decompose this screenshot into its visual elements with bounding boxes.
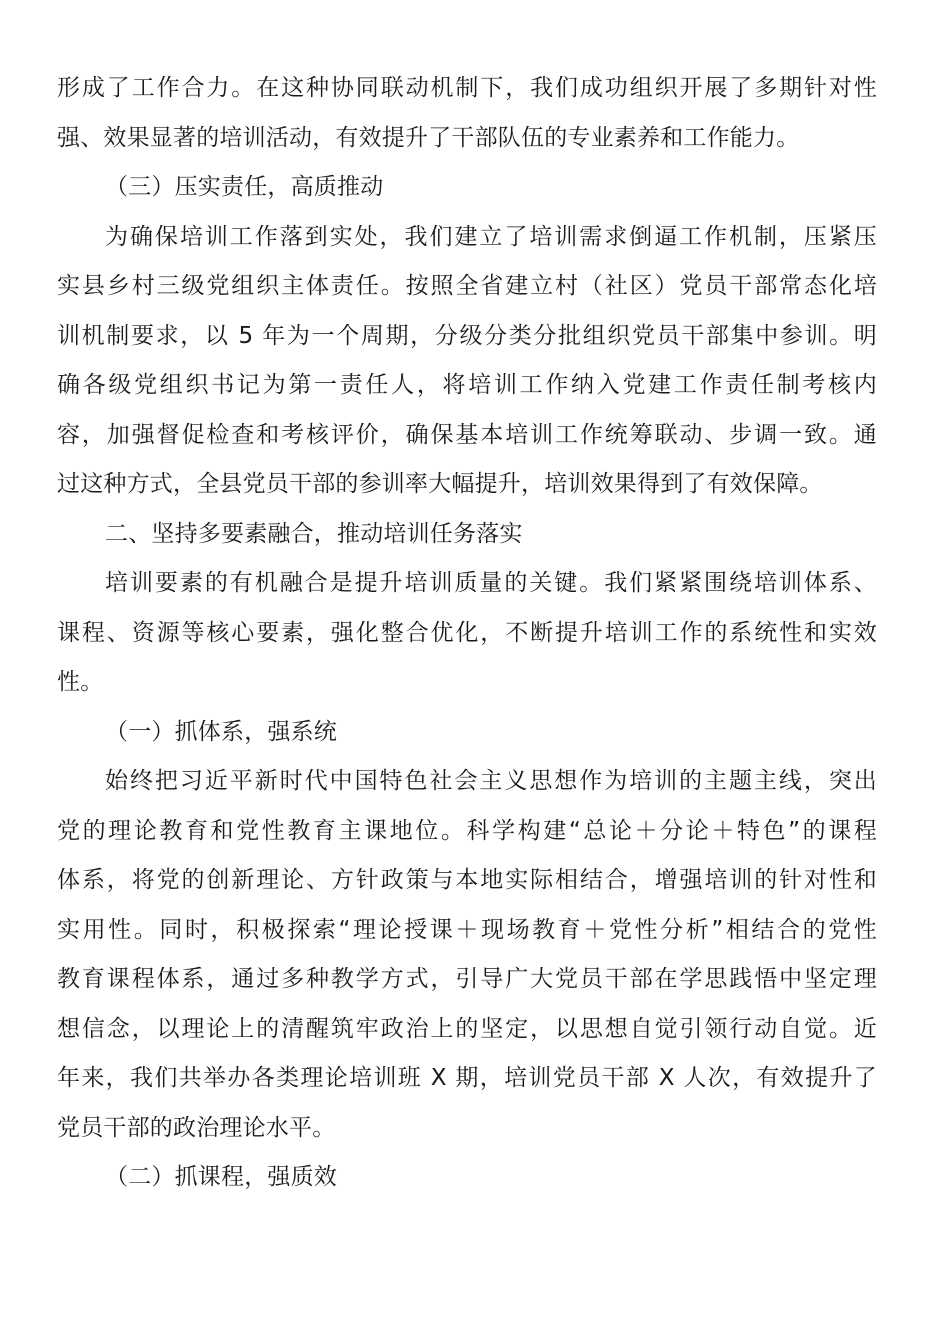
paragraph (57, 213, 877, 510)
heading-text: （三）压实责任，高质推动 (105, 174, 384, 200)
text-line: 强、效果显著的培训活动，有效提升了干部队伍的专业素养和工作能力。 (57, 124, 800, 151)
text-line: 党员干部的政治理论水平。 (57, 1114, 336, 1141)
heading-text: 二、坚持多要素融合，推动培训任务落实 (105, 520, 523, 547)
paragraph (57, 64, 877, 163)
heading-text: （一）抓体系，强系统 (105, 718, 337, 745)
text-line: 体系，将党的创新理论、方针政策与本地实际相结合，增强培训的针对性和 (57, 867, 877, 893)
text-line: 教育课程体系，通过多种教学方式，引导广大党员干部在学思践悟中坚定理 (57, 966, 877, 992)
paragraph (57, 757, 877, 1153)
section-heading (57, 1153, 877, 1203)
text-line: 年来，我们共举办各类理论培训班 X 期，培训党员干部 X 人次，有效提升了 (57, 1065, 877, 1091)
document-page (57, 64, 877, 1203)
section-heading (57, 708, 877, 758)
text-line: 形成了工作合力。在这种协同联动机制下，我们成功组织开展了多期针对性 (57, 75, 877, 101)
text-line: 容，加强督促检查和考核评价，确保基本培训工作统筹联动、步调一致。通 (57, 421, 877, 448)
heading-text: （二）抓课程，强质效 (105, 1164, 337, 1190)
text-line: 为确保培训工作落到实处，我们建立了培训需求倒逼工作机制，压紧压 (105, 223, 877, 250)
text-line: 始终把习近平新时代中国特色社会主义思想作为培训的主题主线，突出 (105, 768, 877, 794)
section-heading (57, 163, 877, 213)
text-line: 训机制要求，以 5 年为一个周期，分级分类分批组织党员干部集中参训。明 (57, 322, 877, 349)
text-line: 培训要素的有机融合是提升培训质量的关键。我们紧紧围绕培训体系、 (105, 570, 877, 596)
section-heading (57, 510, 877, 560)
text-line: 过这种方式，全县党员干部的参训率大幅提升，培训效果得到了有效保障。 (57, 471, 823, 497)
text-line: 实县乡村三级党组织主体责任。按照全省建立村（社区）党员干部常态化培 (57, 273, 877, 299)
text-line: 确各级党组织书记为第一责任人，将培训工作纳入党建工作责任制考核内 (57, 372, 877, 398)
text-line: 想信念，以理论上的清醒筑牢政治上的坚定，以思想自觉引领行动自觉。近 (57, 1015, 877, 1042)
text-line: 党的理论教育和党性教育主课地位。科学构建“总论＋分论＋特色”的课程 (57, 817, 877, 844)
text-line: 性。 (57, 669, 104, 695)
text-line: 实用性。同时，积极探索“理论授课＋现场教育＋党性分析”相结合的党性 (57, 916, 877, 943)
text-line: 课程、资源等核心要素，强化整合优化，不断提升培训工作的系统性和实效 (57, 619, 877, 646)
paragraph (57, 559, 877, 708)
